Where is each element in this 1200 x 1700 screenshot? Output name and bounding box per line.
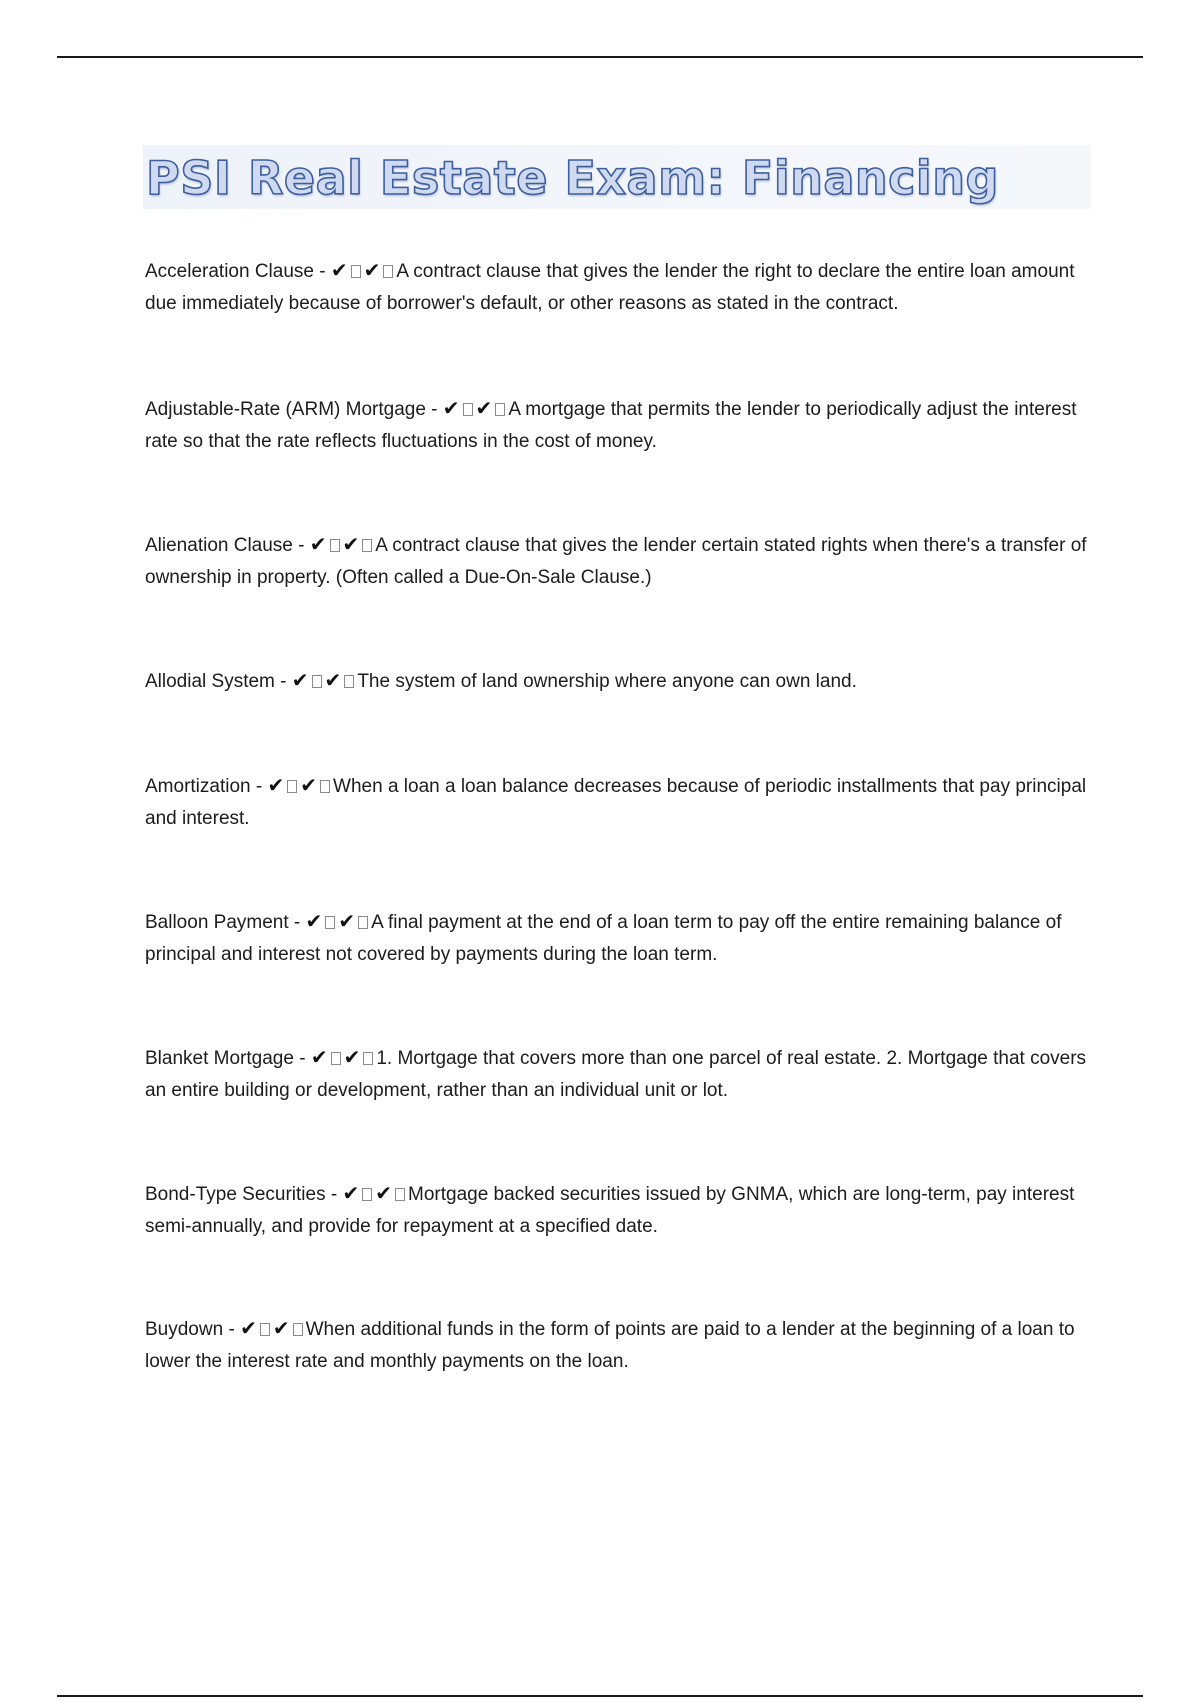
placeholder-box-icon (362, 1188, 372, 1201)
placeholder-box-icon (312, 675, 322, 688)
entry-term: Amortization (145, 776, 251, 797)
placeholder-box-icon (362, 539, 372, 552)
glossary-entry (145, 1041, 1095, 1107)
glossary-entry (145, 769, 1095, 835)
placeholder-box-icon (495, 403, 505, 416)
entry-definition: Mortgage backed securities issued by GNMA, which are long-term, pay interest semi-annually, and provide for repayment at a specified date. (145, 1184, 1075, 1237)
page-bottom-rule (57, 1695, 1143, 1697)
checkmark-icon: ✔ (342, 532, 360, 556)
entry-definition: The system of land ownership where anyone can own land. (357, 671, 857, 692)
placeholder-box-icon (351, 265, 361, 278)
placeholder-box-icon (463, 403, 473, 416)
checkmark-icon: ✔ (324, 668, 342, 692)
checkmark-icon: ✔ (309, 532, 327, 556)
checkmark-icon: ✔ (310, 1045, 328, 1069)
glossary-entry (145, 1177, 1095, 1243)
placeholder-box-icon (325, 916, 335, 929)
checkmark-icon: ✔ (338, 909, 356, 933)
entry-term: Acceleration Clause (145, 261, 314, 282)
entry-definition: A contract clause that gives the lender the right to declare the entire loan amount due immediately because of borrower's default, or other reasons as stated in the contract. (145, 261, 1075, 314)
placeholder-box-icon (260, 1323, 270, 1336)
checkmark-icon: ✔ (330, 258, 348, 282)
entry-term: Adjustable-Rate (ARM) Mortgage (145, 399, 426, 420)
checkmark-icon: ✔ (363, 258, 381, 282)
placeholder-box-icon (363, 1052, 373, 1065)
entry-definition: A mortgage that permits the lender to periodically adjust the interest rate so that the rate reflects fluctuations in the cost of money. (145, 399, 1077, 452)
entry-definition: When a loan a loan balance decreases because of periodic installments that pay principal and interest. (145, 776, 1087, 829)
glossary-entry (145, 664, 1095, 698)
placeholder-box-icon (287, 780, 297, 793)
entry-separator: - (325, 1184, 343, 1205)
entry-separator: - (250, 776, 268, 797)
entry-separator: - (292, 535, 310, 556)
placeholder-box-icon (395, 1188, 405, 1201)
entry-separator: - (223, 1319, 241, 1340)
checkmark-icon: ✔ (375, 1181, 393, 1205)
checkmark-icon: ✔ (343, 1045, 361, 1069)
page-top-rule (57, 56, 1143, 58)
entry-term: Blanket Mortgage (145, 1048, 294, 1069)
checkmark-icon: ✔ (442, 396, 460, 420)
entry-separator: - (288, 912, 306, 933)
entry-separator: - (274, 671, 292, 692)
checkmark-icon: ✔ (475, 396, 493, 420)
placeholder-box-icon (383, 265, 393, 278)
checkmark-icon: ✔ (240, 1316, 257, 1340)
checkmark-icon: ✔ (342, 1181, 360, 1205)
placeholder-box-icon (344, 675, 354, 688)
glossary-entry (145, 254, 1095, 320)
entry-separator: - (313, 261, 331, 282)
entry-term: Alienation Clause (145, 535, 293, 556)
entry-definition: When additional funds in the form of points are paid to a lender at the beginning of a loan to lower the interest rate and monthly payments on the loan. (145, 1319, 1075, 1372)
entry-term: Buydown (145, 1319, 224, 1340)
entry-term: Bond-Type Securities (145, 1184, 326, 1205)
checkmark-icon: ✔ (291, 668, 309, 692)
placeholder-box-icon (358, 916, 368, 929)
entry-term: Balloon Payment (145, 912, 289, 933)
checkmark-icon: ✔ (300, 773, 318, 797)
placeholder-box-icon (320, 780, 330, 793)
placeholder-box-icon (330, 539, 340, 552)
placeholder-box-icon (293, 1323, 303, 1336)
entry-term: Allodial System (145, 671, 275, 692)
glossary-entry (145, 528, 1095, 594)
checkmark-icon: ✔ (272, 1316, 290, 1340)
checkmark-icon: ✔ (305, 909, 323, 933)
checkmark-icon: ✔ (267, 773, 285, 797)
entry-separator: - (425, 399, 443, 420)
entry-definition: 1. Mortgage that covers more than one parcel of real estate. 2. Mortgage that covers an entire building or development, rather than an individual unit or lot. (145, 1048, 1087, 1101)
glossary-entry (145, 1312, 1095, 1378)
page-title: PSI Real Estate Exam: Financing (146, 151, 999, 205)
glossary-entry (145, 392, 1095, 458)
entry-definition: A contract clause that gives the lender certain stated rights when there's a transfer of ownership in property. (Often called a Due-On-Sale Clause.) (145, 535, 1087, 588)
glossary-entry (145, 905, 1095, 971)
entry-separator: - (293, 1048, 311, 1069)
placeholder-box-icon (331, 1052, 341, 1065)
entry-definition: A final payment at the end of a loan term to pay off the entire remaining balance of principal and interest not covered by payments during the loan term. (145, 912, 1062, 965)
